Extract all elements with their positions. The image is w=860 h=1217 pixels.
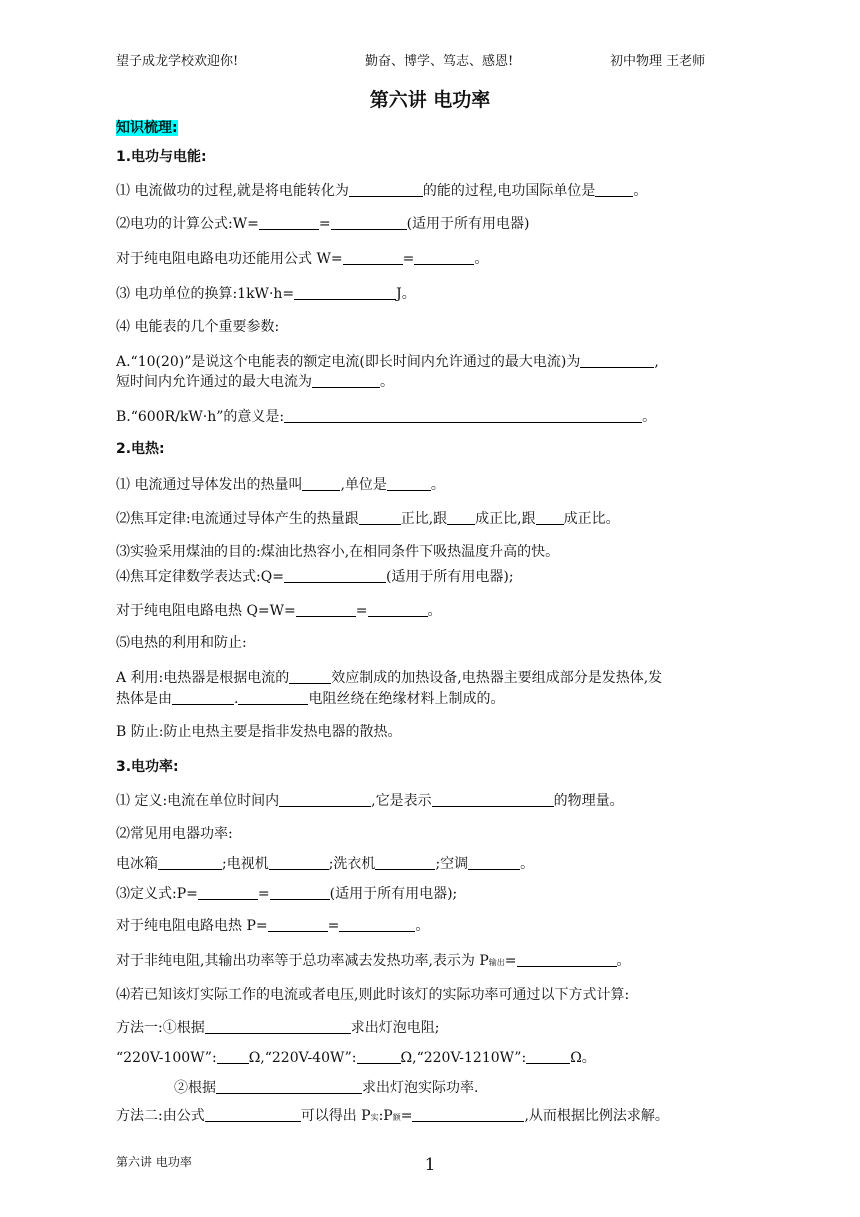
text-line: ②根据 求出灯泡实际功率. (174, 1077, 478, 1098)
text-line: 对于纯电阻电路电功还能用公式 W= = 。 (116, 248, 488, 269)
text-line: 对于纯电阻电路电热 P= = 。 (116, 915, 429, 936)
text-line: ⑸电热的利用和防止: (116, 635, 247, 651)
section-heading-1: 1.电功与电能: (116, 149, 207, 165)
header-right: 初中物理 王老师 (610, 54, 706, 69)
text-line: ⑴ 电流做功的过程,就是将电能转化为 的能的过程,电功国际单位是 。 (116, 180, 647, 201)
text-line: “220V-100W”: Ω,“220V-40W”: Ω,“220V-1210W”: Ω。 (116, 1047, 596, 1068)
text-line: A.“10(20)”是说这个电能表的额定电流(即长时间内允许通过的最大电流)为 , (116, 351, 659, 372)
text-line: ⑷若已知该灯实际工作的电流或者电压,则此时该灯的实际功率可通过以下方式计算: (116, 987, 630, 1003)
text-line: A 利用:电热器是根据电流的 效应制成的加热设备,电热器主要组成部分是发热体,发 (116, 667, 662, 688)
text-line: 对于纯电阻电路电热 Q=W= = 。 (116, 600, 442, 621)
text-line: ⑴ 定义:电流在单位时间内 ,它是表示 的物理量。 (116, 790, 624, 811)
section-heading-knowledge: 知识梳理: (116, 120, 178, 136)
text-line: ⑶实验采用煤油的目的:煤油比热容小,在相同条件下吸热温度升高的快。 (116, 544, 560, 560)
text-line: ⑵常见用电器功率: (116, 826, 233, 842)
page-number: 1 (424, 1155, 436, 1175)
text-line: 方法一:①根据 求出灯泡电阻; (116, 1017, 439, 1038)
text-line: ⑷焦耳定律数学表达式:Q= (适用于所有用电器); (116, 566, 514, 587)
text-line: ⑷ 电能表的几个重要参数: (116, 319, 280, 335)
text-line: ⑴ 电流通过导体发出的热量叫 ,单位是 。 (116, 474, 445, 495)
header-left: 望子成龙学校欢迎你! (116, 54, 239, 69)
text-line: 短时间内允许通过的最大电流为 。 (116, 371, 394, 392)
text-line: 电冰箱 ;电视机 ;洗衣机 ;空调 。 (116, 853, 534, 874)
text-line: 对于非纯电阻,其输出功率等于总功率减去发热功率,表示为 P输出= 。 (116, 950, 631, 973)
text-line: ⑶定义式:P= = (适用于所有用电器); (116, 883, 457, 904)
text-line: B 防止:防止电热主要是指非发热电器的散热。 (116, 724, 402, 740)
text-line: ⑵电功的计算公式:W= = (适用于所有用电器) (116, 213, 530, 234)
section-heading-2: 2.电热: (116, 441, 165, 457)
text-line: 方法二:由公式 可以得出 P实:P额= ,从而根据比例法求解。 (116, 1105, 669, 1128)
header-center: 勤奋、博学、笃志、感恩! (365, 54, 514, 69)
section-heading-3: 3.电功率: (116, 759, 179, 775)
text-line: ⑵焦耳定律:电流通过导体产生的热量跟 正比,跟 成正比,跟 成正比。 (116, 508, 620, 529)
footer-label: 第六讲 电功率 (116, 1155, 192, 1169)
text-line: 热体是由 . 电阻丝绕在绝缘材料上制成的。 (116, 688, 504, 709)
page-title: 第六讲 电功率 (369, 89, 491, 111)
text-line: B.“600R/kW·h”的意义是: 。 (116, 406, 656, 427)
text-line: ⑶ 电功单位的换算:1kW·h= J。 (116, 283, 416, 304)
